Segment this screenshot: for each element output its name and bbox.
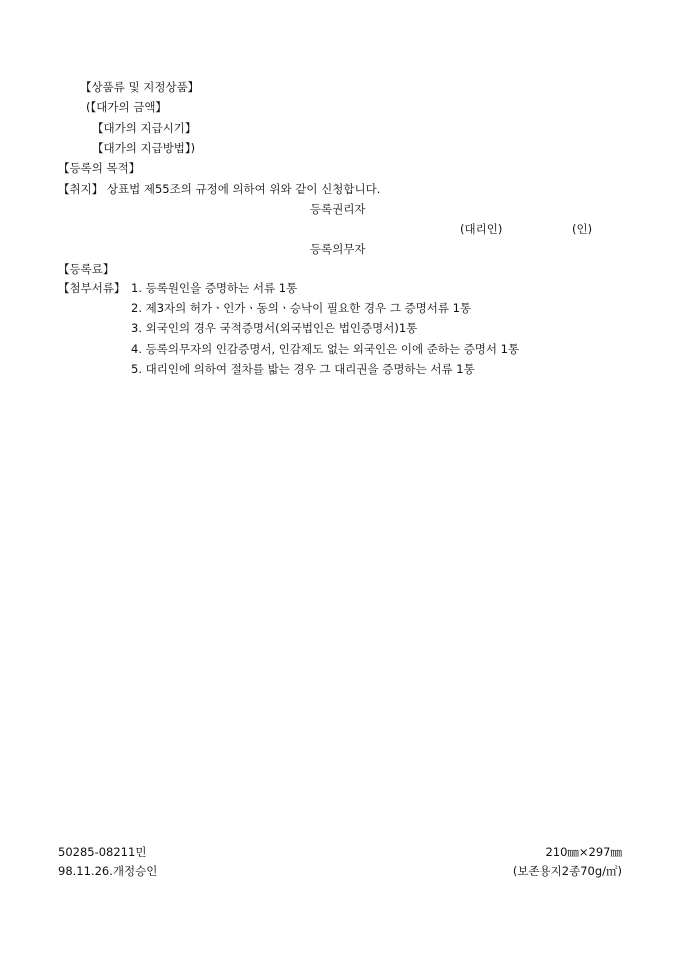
payment-timing-heading: 【대가의 지급시기】	[92, 121, 197, 135]
attachments-label: 【첨부서류】	[58, 281, 126, 295]
fee-heading: 【등록료】	[58, 262, 115, 276]
payment-method-heading: 【대가의 지급방법】)	[92, 141, 196, 155]
attachment-item: 5. 대리인에 의하여 절차를 밟는 경우 그 대리권을 증명하는 서류 1통	[131, 362, 475, 376]
attachment-item: 1. 등록원인을 증명하는 서류 1통	[131, 281, 298, 295]
attachment-item: 4. 등록의무자의 인감증명서, 인감제도 없는 외국인은 이에 준하는 증명서 1통	[131, 342, 520, 356]
revision-approval: 98.11.26.개정승인	[58, 864, 158, 878]
obligor-title: 등록의무자	[310, 242, 366, 256]
registrant-title: 등록권리자	[310, 202, 366, 216]
purpose-heading: 【등록의 목적】	[58, 161, 141, 175]
attachment-item: 2. 제3자의 허가ㆍ인가ㆍ동의ㆍ승낙이 필요한 경우 그 증명서류 1통	[131, 301, 472, 315]
paper-size: 210㎜×297㎜	[545, 845, 622, 859]
agent-label: (대리인)	[460, 222, 503, 236]
attachment-item: 3. 외국인의 경우 국적증명서(외국법인은 법인증명서)1통	[131, 321, 418, 335]
paper-type: (보존용지2종70g/㎡)	[512, 864, 622, 878]
seal-label: (인)	[572, 222, 593, 236]
goods-class-heading: 【상품류 및 지정상품】	[80, 80, 200, 94]
consideration-amount-heading: (【대가의 금액】	[86, 100, 167, 114]
intent-statement: 【취지】 상표법 제55조의 규정에 의하여 위와 같이 신청합니다.	[58, 182, 381, 196]
form-code: 50285-08211민	[58, 845, 147, 859]
